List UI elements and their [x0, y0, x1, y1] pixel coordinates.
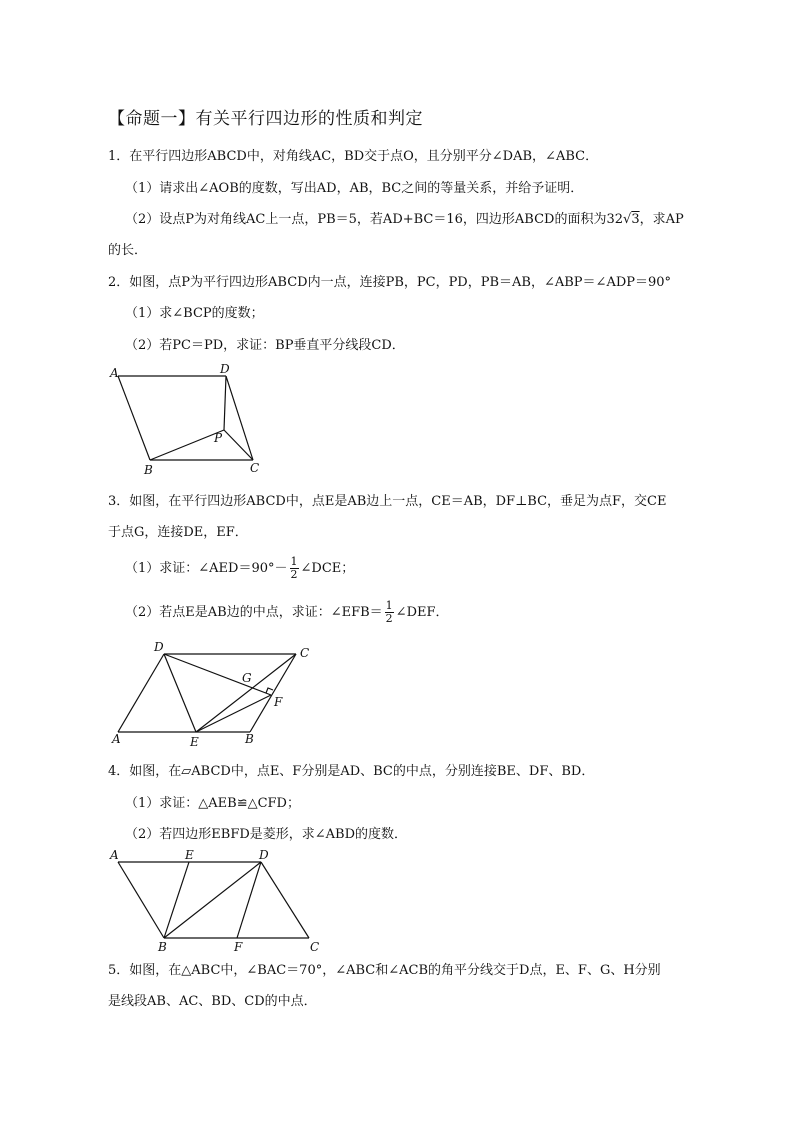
q3-part2-text-end: ∠DEF．	[395, 605, 449, 620]
q4-segment-BD	[164, 862, 261, 938]
q2-label-B: B	[144, 463, 153, 477]
fraction-half	[290, 556, 299, 581]
q2-part1: （1）求∠BCP的度数；	[125, 306, 264, 321]
q4-label-D: D	[259, 848, 269, 862]
q4-label-F: F	[234, 940, 243, 954]
q2-figure	[108, 360, 278, 478]
q3-edge-DA	[118, 654, 164, 732]
q2-edge-AB	[118, 376, 150, 460]
q4-part2: （2）若四边形EBFD是菱形，求∠ABD的度数．	[125, 827, 408, 842]
q3-right-angle-mark	[266, 688, 273, 693]
q3-label-A: A	[112, 732, 121, 746]
q1-part2-text: （2）设点P为对角线AC上一点，PB＝5，若AD+BC＝16，四边形ABCD的面积为	[125, 212, 607, 227]
q5-stem: 5．如图，在△ABC中，∠BAC＝70°，∠ABC和∠ACB的角平分线交于D点，E、F、G、H分别	[108, 963, 661, 978]
q1-part2-tail: 的长．	[108, 243, 148, 258]
q4-segment-DF	[237, 862, 261, 938]
q3-label-G: G	[242, 671, 252, 685]
q4-label-B: B	[158, 940, 167, 954]
q3-label-D: D	[154, 640, 164, 654]
q3-segment-CE	[196, 654, 296, 732]
q2-stem: 2．如图，点P为平行四边形ABCD内一点，连接PB，PC，PD，PB＝AB，∠ABP＝∠ADP＝90°	[108, 275, 672, 290]
fraction-numerator: 1	[290, 555, 298, 568]
q3-part2-text: （2）若点E是AB边的中点，求证：∠EFB＝	[125, 605, 383, 620]
q2-edge-DC	[226, 376, 253, 460]
q3-stem: 3．如图，在平行四边形ABCD中，点E是AB边上一点，CE＝AB，DF⊥BC，垂足为点F，交CE	[108, 494, 667, 509]
q3-part1	[125, 556, 354, 581]
q4-stem: 4．如图，在▱ABCD中，点E、F分别是AD、BC的中点，分别连接BE、DF、BD．	[108, 764, 595, 779]
q4-edge-AB	[118, 862, 164, 938]
q3-part1-text-end: ∠DCE；	[300, 561, 355, 576]
q2-part2: （2）若PC＝PD，求证：BP垂直平分线段CD．	[125, 338, 405, 353]
q4-label-A: A	[110, 848, 119, 862]
q4-figure	[108, 848, 328, 954]
q3-label-C: C	[300, 646, 310, 660]
q1-stem: 1．在平行四边形ABCD中，对角线AC，BD交于点O，且分别平分∠DAB，∠ABC．	[108, 149, 599, 164]
q3-segment-DF	[164, 654, 271, 695]
q3-edge-BC	[250, 654, 296, 732]
q3-label-B: B	[245, 732, 254, 746]
fraction-numerator: 1	[385, 599, 393, 612]
q3-label-E: E	[190, 735, 199, 749]
q2-label-P: P	[214, 431, 223, 445]
q3-part1-text: （1）求证：∠AED＝90°－	[125, 561, 288, 576]
q2-label-C: C	[250, 461, 260, 475]
q3-segment-EF	[196, 695, 271, 732]
q3-label-F: F	[274, 695, 283, 709]
q2-label-A: A	[110, 366, 119, 380]
q2-label-D: D	[220, 362, 230, 376]
q4-edge-DC	[261, 862, 309, 938]
q5-stem-cont: 是线段AB、AC、BD、CD的中点．	[108, 994, 317, 1009]
q3-figure	[108, 640, 323, 750]
fraction-denominator: 2	[290, 568, 298, 581]
fraction-half	[385, 600, 394, 625]
q1-area-coefficient: 32	[606, 212, 624, 227]
sqrt-symbol: √	[623, 212, 632, 227]
q1-area-radicand: 3	[631, 212, 640, 227]
q3-part2	[125, 600, 449, 625]
q2-segment-PD	[224, 376, 226, 430]
q4-part1: （1）求证：△AEB≌△CFD；	[125, 796, 300, 811]
q4-segment-BE	[164, 862, 189, 938]
section-title: 【命题一】有关平行四边形的性质和判定	[108, 109, 423, 129]
q1-part2-text-end: ，求AP	[639, 212, 684, 227]
q3-stem-cont: 于点G，连接DE，EF．	[108, 525, 248, 540]
q1-part2	[125, 211, 684, 229]
fraction-denominator: 2	[385, 612, 393, 625]
q2-segment-PB	[150, 430, 224, 460]
q4-label-C: C	[310, 940, 320, 954]
q4-label-E: E	[185, 848, 194, 862]
q3-segment-DE	[164, 654, 196, 732]
q1-part1: （1）请求出∠AOB的度数，写出AD，AB，BC之间的等量关系，并给予证明．	[125, 181, 584, 196]
